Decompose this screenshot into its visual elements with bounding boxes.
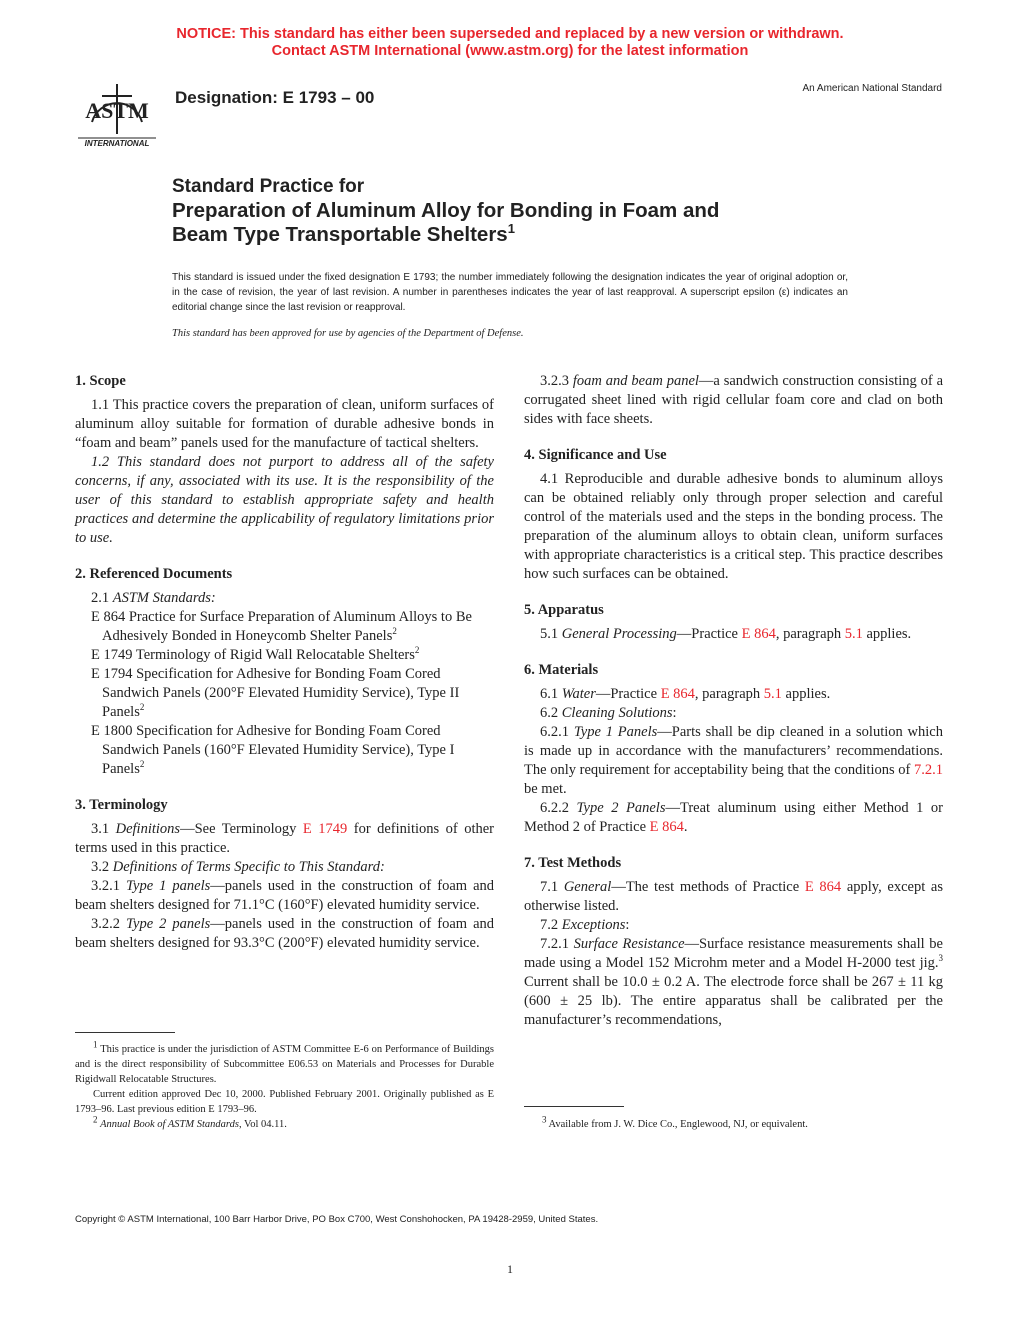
section-3-heading: 3. Terminology (75, 797, 168, 813)
reference-e1794: E 1794 Specification for Adhesive for Bonding Foam Cored Sandwich Panels (200°F Elevated Humidity Service), Type II Panels$^2$ (91, 666, 460, 720)
para-6-1: 6.1 Water—Practice E 864, paragraph 5.1 applies. (540, 686, 831, 702)
para-4-1: 4.1 Reproducible and durable adhesive bonds to aluminum alloys can be obtained reliably only through proper selection and careful control of the materials used and the steps in the bonding process. The preparation of the aluminum alloys to obtain clean, uniform surfaces with appropriate characteristics is a critical step. This practice describes how such surfaces can be obtained. (524, 471, 943, 582)
superseded-notice (0, 26, 1020, 60)
link-e864[interactable]: E 864 (649, 819, 684, 835)
link-e864[interactable]: E 864 (741, 626, 776, 642)
logo-text: ASTM (85, 98, 149, 123)
link-5-1[interactable]: 5.1 (763, 686, 782, 702)
para-1-1: 1.1 This practice covers the preparation of clean, uniform surfaces of aluminum alloy suitable for formation of durable adhesive bonds in “foam and beam” panels used for the manufacture of tactical shelters. (75, 397, 494, 451)
title-line-3: Beam Type Transportable Shelters$^1$ (172, 221, 515, 246)
footnote-2: $^2$ Annual Book of ASTM Standards, Vol 04.11. (93, 1114, 287, 1130)
notice-line-2: Contact ASTM International (www.astm.org) for the latest information (271, 43, 749, 59)
para-3-2-3: 3.2.3 foam and beam panel—a sandwich construction consisting of a corrugated sheet lined with rigid cellular foam core and clad on both sides with face sheets. (524, 373, 944, 427)
reference-e864: E 864 Practice for Surface Preparation of Aluminum Alloys to Be Adhesively Bonded in Honeycomb Shelter Panels$^2$ (91, 609, 472, 644)
para-5-1: 5.1 General Processing—Practice E 864, paragraph 5.1 applies. (540, 626, 912, 642)
para-6-2-1: 6.2.1 Type 1 Panels—Parts shall be dip cleaned in a solution which is made up in accordance with the manufacturers’ recommendations. The only requirement for acceptability being that the conditions of 7.2.1 be met. (524, 724, 944, 797)
link-e1749[interactable]: E 1749 (302, 821, 348, 837)
section-2-heading: 2. Referenced Documents (75, 566, 233, 582)
para-3-2-2: 3.2.2 Type 2 panels—panels used in the construction of foam and beam shelters designed for 93.3°C (200°F) elevated humidity service. (75, 916, 495, 951)
para-7-2: 7.2 Exceptions: (540, 917, 630, 933)
section-1-heading: 1. Scope (75, 373, 126, 389)
para-7-1: 7.1 General—The test methods of Practice E 864 apply, except as otherwise listed. (524, 879, 944, 914)
footnotes-left (75, 1039, 495, 1132)
document-title (172, 175, 719, 247)
para-3-2: 3.2 Definitions of Terms Specific to This Standard: (91, 859, 385, 875)
section-5-heading: 5. Apparatus (524, 602, 604, 618)
approved-statement: This standard has been approved for use by agencies of the Department of Defense. (172, 328, 524, 339)
astm-logo (72, 76, 162, 150)
title-line-1: Standard Practice for (172, 176, 365, 197)
section-6-heading: 6. Materials (524, 662, 599, 678)
para-6-2: 6.2 Cleaning Solutions: (540, 705, 677, 721)
footnote-1: $^1$ This practice is under the jurisdiction of ASTM Committee E-6 on Performance of Buildings and is the direct responsibility of Subcommittee E06.53 on Materials and Processes for Durable Rigidwall Relocatable Structures. (75, 1039, 495, 1085)
footnote-rule-left (75, 1032, 175, 1033)
footnote-3: $^3$ Available from J. W. Dice Co., Englewood, NJ, or equivalent. (542, 1114, 808, 1130)
notice-line-1: NOTICE: This standard has either been superseded and replaced by a new version or withdrawn. (176, 26, 844, 42)
para-7-2-1: 7.2.1 Surface Resistance—Surface resistance measurements shall be made using a Model 152 Microhm meter and a Model H-2000 test jig.$^3$ Current shall be 10.0 ± 0.2 A. The electrode force shall be 267 ± 11 kg (600 ± 25 lb). The entire apparatus shall be calibrated per the manufacturer’s recommendations, (524, 936, 943, 1028)
link-5-1[interactable]: 5.1 (844, 626, 863, 642)
link-e864[interactable]: E 864 (804, 879, 842, 895)
left-column (75, 372, 494, 953)
para-2-1: 2.1 ASTM Standards: (91, 590, 216, 606)
american-national-standard: An American National Standard (802, 83, 942, 94)
link-7-2-1[interactable]: 7.2.1 (914, 762, 944, 778)
title-line-2: Preparation of Aluminum Alloy for Bonding in Foam and (172, 199, 720, 222)
designation: Designation: E 1793 – 00 (175, 88, 375, 107)
right-column (524, 372, 943, 1030)
para-3-2-1: 3.2.1 Type 1 panels—panels used in the construction of foam and beam shelters designed for 71.1°C (160°F) elevated humidity service. (75, 878, 495, 913)
link-e864[interactable]: E 864 (660, 686, 695, 702)
reference-e1800: E 1800 Specification for Adhesive for Bonding Foam Cored Sandwich Panels (160°F Elevated Humidity Service), Type I Panels$^2$ (91, 723, 455, 777)
intro-block (172, 270, 848, 341)
reference-e1749: E 1749 Terminology of Rigid Wall Relocatable Shelters$^2$ (91, 645, 420, 663)
section-7-heading: 7. Test Methods (524, 855, 622, 871)
footnote-rule-right (524, 1106, 624, 1107)
logo-subtext: INTERNATIONAL (84, 139, 150, 148)
footnotes-right (524, 1114, 943, 1132)
copyright: Copyright © ASTM International, 100 Barr Harbor Drive, PO Box C700, West Conshohocken, PA 19428-2959, United States. (75, 1214, 599, 1225)
para-6-2-2: 6.2.2 Type 2 Panels—Treat aluminum using either Method 1 or Method 2 of Practice E 864. (524, 800, 943, 835)
issued-statement: This standard is issued under the fixed designation E 1793; the number immediately following the designation indicates the year of original adoption or, in the case of revision, the year of last revision. A number in parentheses indicates the year of last reapproval. A superscript epsilon (ε) indicates an editorial change since the last revision or reapproval. (172, 272, 848, 313)
footnote-1b: Current edition approved Dec 10, 2000. Published February 2001. Originally published as E 1793–96. Last previous edition E 1793–96. (75, 1089, 494, 1115)
para-1-2: 1.2 This standard does not purport to address all of the safety concerns, if any, associated with its use. It is the responsibility of the user of this standard to establish appropriate safety and health practices and determine the applicability of regulatory limitations prior to use. (75, 454, 494, 546)
para-3-1: 3.1 Definitions—See Terminology E 1749 for definitions of other terms used in this practice. (75, 821, 494, 856)
section-4-heading: 4. Significance and Use (524, 447, 667, 463)
page-number: 1 (507, 1262, 513, 1276)
